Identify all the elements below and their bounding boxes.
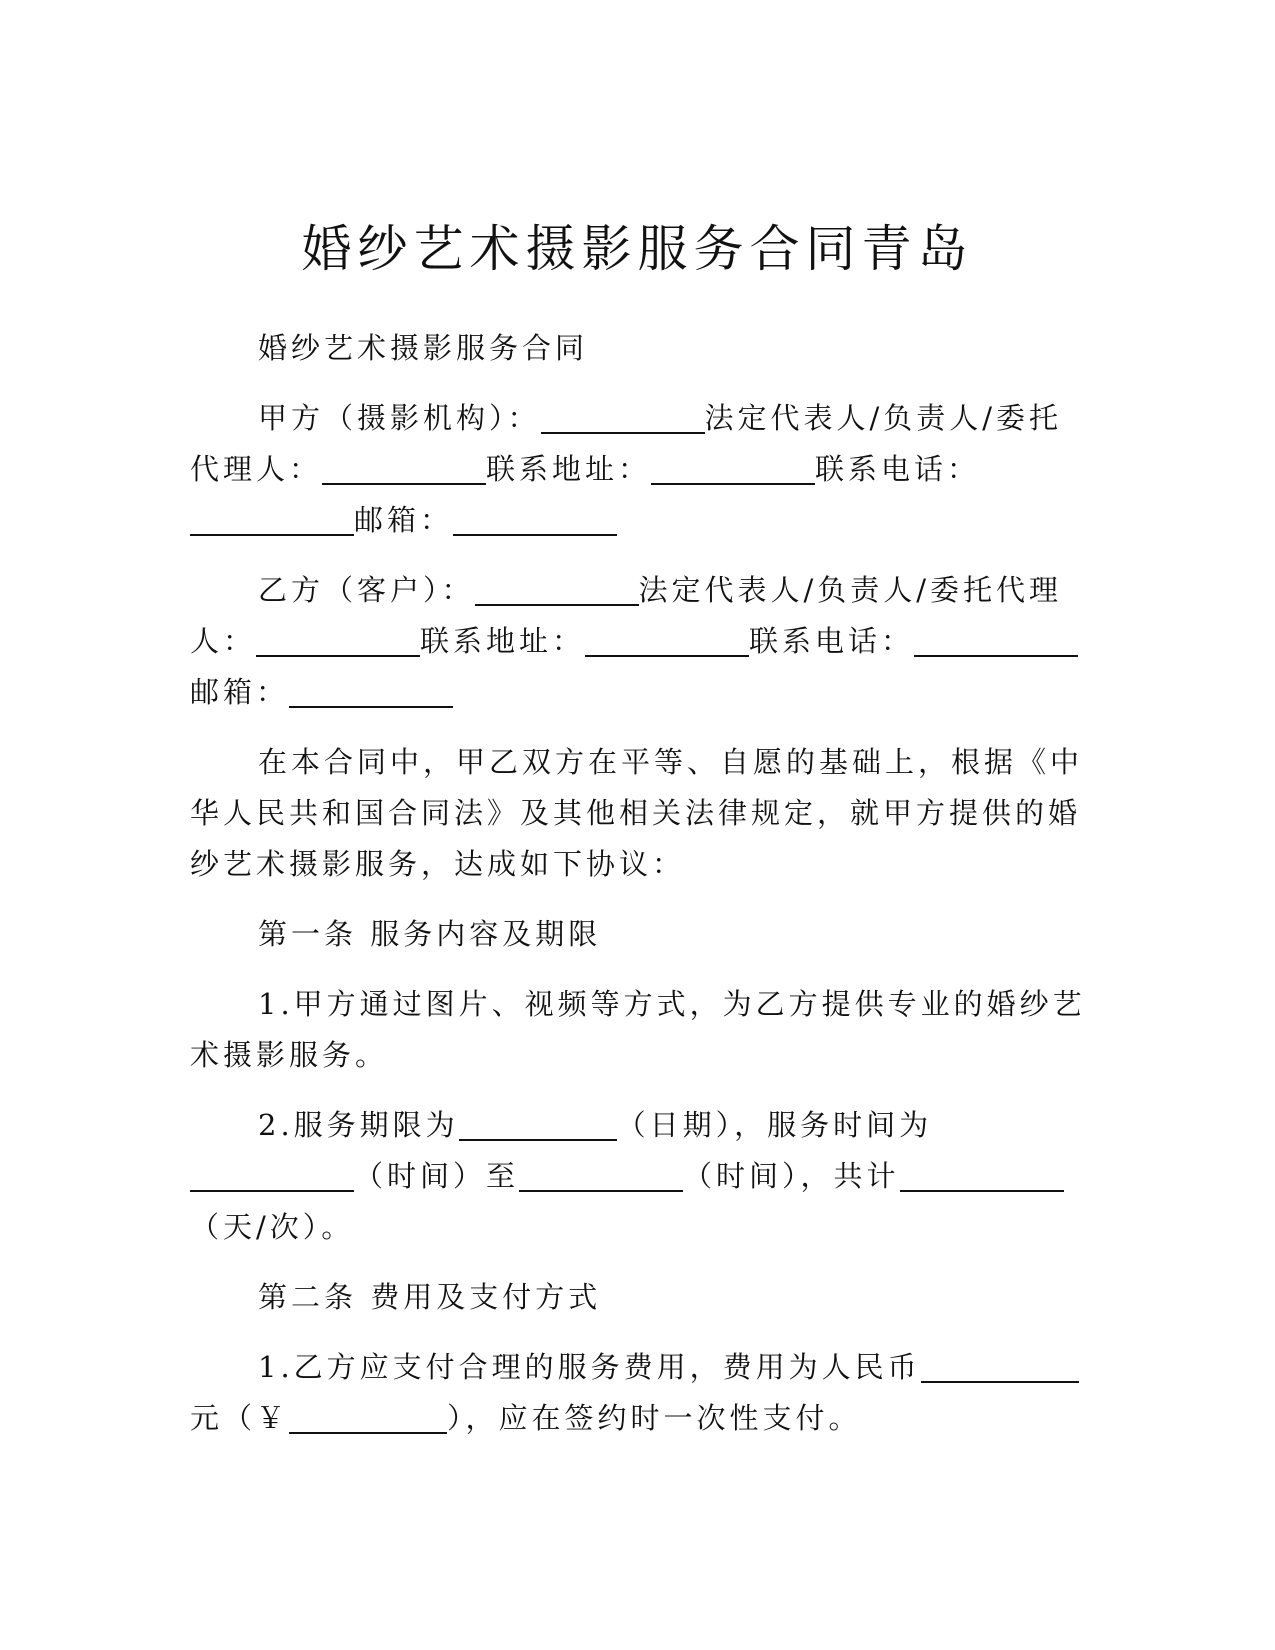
- service-unit-label: （天/次）。: [190, 1210, 355, 1244]
- contract-subtitle: 婚纱艺术摄影服务合同: [258, 331, 589, 365]
- service-to-label: （时间）至: [354, 1159, 520, 1193]
- fee-amount-blank: [921, 1347, 1079, 1383]
- service-period-label: 2.服务期限为: [258, 1108, 459, 1142]
- party-b-address-label: 联系地址：: [420, 624, 586, 658]
- intro-paragraph: 在本合同中，甲乙双方在平等、自愿的基础上，根据《中华人民共和国合同法》及其他相关法律规定，就甲方提供的婚纱艺术摄影服务，达成如下协议：: [190, 745, 1084, 881]
- party-a-label: 甲方（摄影机构）：: [258, 401, 541, 435]
- party-b-section: [190, 565, 1090, 718]
- party-b-label: 乙方（客户）：: [258, 573, 475, 607]
- fee-payment-label: ），应在签约时一次性支付。: [447, 1401, 862, 1435]
- article-2-heading: 第二条 费用及支付方式: [258, 1280, 602, 1314]
- party-b-address-blank: [585, 621, 749, 657]
- service-end-time-blank: [519, 1156, 683, 1192]
- party-a-email-blank: [453, 500, 617, 536]
- party-a-section: [190, 393, 1090, 546]
- party-b-phone-label: 联系电话：: [749, 624, 915, 658]
- article-2-item-1: [190, 1342, 1090, 1444]
- article-1-item-2: [190, 1100, 1090, 1253]
- party-b-email-label: 邮箱：: [190, 675, 290, 709]
- party-a-phone-blank: [190, 500, 354, 536]
- service-start-time-blank: [190, 1156, 354, 1192]
- fee-currency-label: 元（￥: [190, 1401, 290, 1435]
- article-1-item-1: 1.甲方通过图片、视频等方式，为乙方提供专业的婚纱艺术摄影服务。: [190, 987, 1086, 1072]
- article-1-heading: 第一条 服务内容及期限: [258, 917, 602, 951]
- document-title: 婚纱艺术摄影服务合同青岛: [301, 220, 974, 278]
- document-body: [190, 323, 1090, 1463]
- party-a-address-blank: [651, 449, 815, 485]
- party-a-rep-blank: [322, 449, 486, 485]
- party-a-name-blank: [541, 398, 705, 434]
- party-b-name-blank: [475, 570, 639, 606]
- service-date-blank: [459, 1105, 617, 1141]
- party-b-phone-blank: [914, 621, 1078, 657]
- party-a-address-label: 联系地址：: [486, 452, 652, 486]
- service-total-label: （时间），共计: [683, 1159, 900, 1193]
- fee-label: 1.乙方应支付合理的服务费用，费用为人民币: [258, 1350, 921, 1384]
- party-a-rep-label: 法定代表人/负责人/委托代理人：: [190, 401, 1063, 486]
- service-time-label: （日期），服务时间为: [616, 1108, 933, 1142]
- party-b-email-blank: [289, 672, 453, 708]
- party-a-phone-label: 联系电话：: [815, 452, 981, 486]
- party-b-rep-label: 法定代表人/负责人/委托代理人：: [190, 573, 1063, 658]
- service-total-blank: [900, 1156, 1064, 1192]
- fee-yuan-blank: [289, 1398, 447, 1434]
- party-a-email-label: 邮箱：: [354, 503, 454, 537]
- party-b-rep-blank: [256, 621, 420, 657]
